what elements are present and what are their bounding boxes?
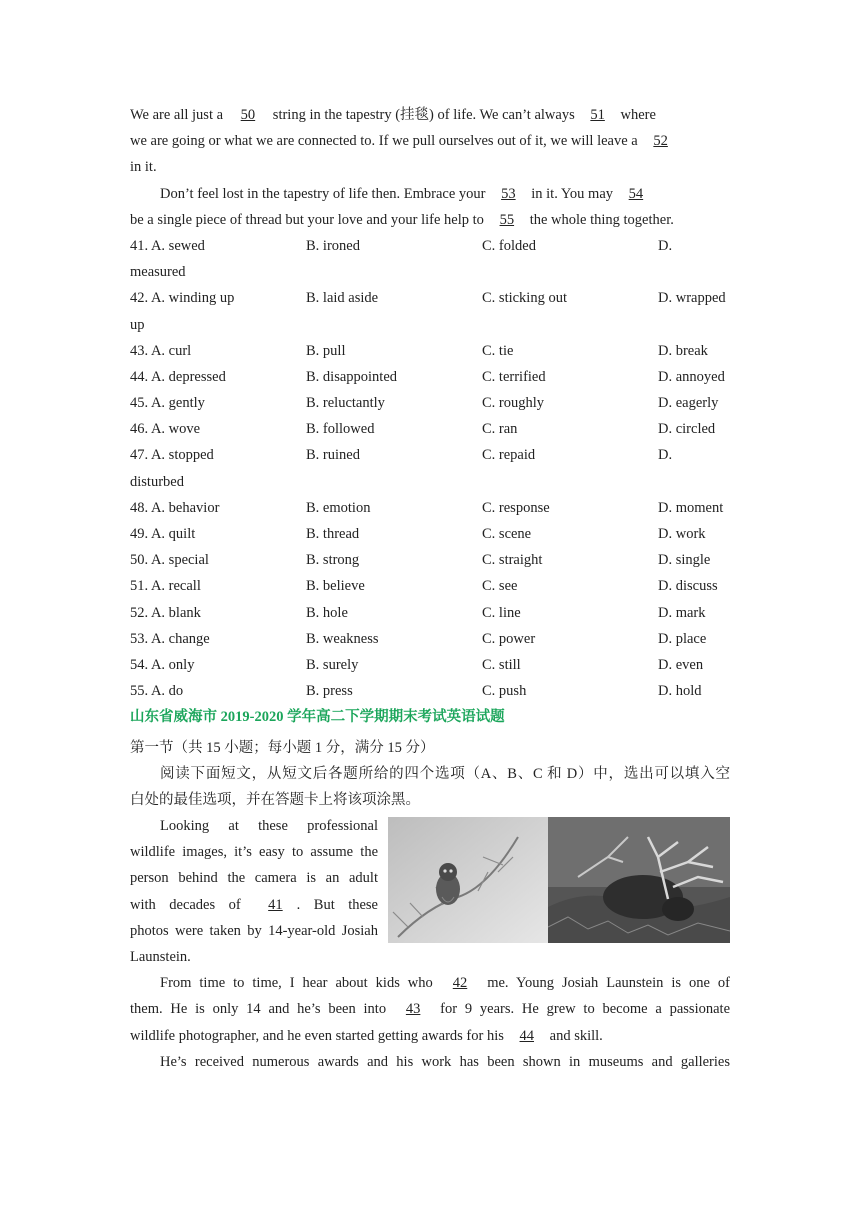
option-b: B. hole: [306, 604, 348, 621]
blank-55: 55: [499, 211, 515, 228]
blank-42: 42: [452, 975, 468, 992]
option-a: 50. A. special: [130, 552, 209, 569]
option-c: C. ran: [482, 421, 518, 438]
option-b: B. strong: [306, 552, 360, 569]
figure-text: [130, 813, 378, 970]
text: for 9 years. He grew to become a passionate: [432, 1001, 731, 1018]
option-c: C. still: [482, 656, 521, 673]
option-b: B. disappointed: [306, 368, 398, 385]
text: we are going or what we are connected to. If we pull ourselves out of it, we will leave a: [130, 133, 642, 150]
option-d: D. even: [658, 656, 704, 673]
instructions-line: 阅读下面短文，从短文后各题所给的四个选项（A、B、C 和 D）中，选出可以填入空: [160, 765, 730, 782]
option-c: C. roughly: [482, 395, 545, 412]
option-d: D.: [658, 447, 673, 464]
passage-line: photos were taken by 14-year-old Josiah: [130, 922, 378, 939]
passage-line: He’s received numerous awards and his work has been shown in museums and galleries: [160, 1053, 730, 1070]
option-d: D. single: [658, 552, 711, 569]
text: . But these: [296, 896, 378, 913]
option-row: [130, 495, 730, 521]
option-a: 55. A. do: [130, 683, 184, 700]
option-a: 51. A. recall: [130, 578, 201, 595]
option-d: D.: [658, 237, 673, 254]
blank-43: 43: [405, 1001, 421, 1018]
passage-line: person behind the camera is an adult: [130, 870, 378, 887]
option-d: D. eagerly: [658, 395, 719, 412]
passage-line: Looking at these professional: [160, 818, 378, 835]
option-b: B. ironed: [306, 237, 360, 254]
option-d: D. break: [658, 342, 708, 359]
option-d: D. wrapped: [658, 290, 726, 307]
option-d: D. place: [658, 630, 707, 647]
text: Don’t feel lost in the tapestry of life then. Embrace your: [160, 185, 490, 202]
option-wrap: measured: [130, 264, 186, 281]
option-a: 46. A. wove: [130, 421, 201, 438]
text: with decades of: [130, 896, 255, 913]
option-c: C. tie: [482, 342, 514, 359]
option-d: D. moment: [658, 499, 724, 516]
option-wrap: disturbed: [130, 473, 184, 490]
option-b: B. reluctantly: [306, 395, 385, 412]
option-c: C. sticking out: [482, 290, 567, 307]
option-row: [130, 442, 730, 468]
option-d: D. work: [658, 526, 706, 542]
option-row: [130, 678, 730, 704]
option-b: B. followed: [306, 421, 375, 438]
option-d: D. discuss: [658, 578, 718, 595]
text: the whole thing together.: [526, 211, 674, 228]
blank-41: 41: [268, 896, 283, 913]
option-row: [130, 626, 730, 652]
option-row: [130, 521, 730, 547]
passage-line: [130, 892, 378, 918]
option-d: D. annoyed: [658, 368, 725, 385]
passage-line: [130, 128, 730, 154]
option-b: B. ruined: [306, 447, 360, 464]
figure-row: [130, 813, 730, 970]
option-b: B. thread: [306, 526, 360, 542]
option-b: B. pull: [306, 342, 346, 359]
option-a: 53. A. change: [130, 630, 210, 647]
text: From time to time, I hear about kids who: [160, 975, 441, 992]
blank-51: 51: [590, 107, 605, 123]
option-a: 44. A. depressed: [130, 368, 226, 385]
text: We are all just a: [130, 107, 227, 123]
option-wrap: up: [130, 316, 145, 333]
option-row: [130, 364, 730, 390]
blank-44: 44: [519, 1027, 535, 1044]
option-b: B. surely: [306, 656, 359, 673]
passage-line: [130, 996, 730, 1022]
option-a: 42. A. winding up: [130, 290, 235, 307]
passage-line: [130, 102, 730, 128]
blank-50: 50: [240, 107, 256, 123]
passage-line: in it.: [130, 159, 157, 176]
instructions-line: 白处的最佳选项，并在答题卡上将该项涂黑。: [130, 791, 420, 808]
option-c: C. see: [482, 578, 518, 595]
option-row: [130, 285, 730, 311]
text: where: [616, 107, 656, 123]
passage-line: [130, 181, 730, 207]
blank-52: 52: [653, 133, 668, 150]
option-d: D. circled: [658, 421, 716, 438]
wildlife-photos: [388, 817, 730, 943]
option-c: C. folded: [482, 237, 536, 254]
option-a: 52. A. blank: [130, 604, 201, 621]
blank-54: 54: [628, 185, 644, 202]
passage-line: Launstein.: [130, 949, 191, 965]
option-row: [130, 547, 730, 573]
option-c: C. repaid: [482, 447, 536, 464]
option-a: 47. A. stopped: [130, 447, 214, 464]
options-list: [130, 233, 730, 704]
option-row: [130, 573, 730, 599]
section-title: 山东省威海市 2019-2020 学年高二下学期期末考试英语试题: [130, 709, 505, 726]
option-b: B. emotion: [306, 499, 371, 516]
option-b: B. laid aside: [306, 290, 379, 307]
option-c: C. straight: [482, 552, 543, 569]
section-header: 第一节（共 15 小题；每小题 1 分，满分 15 分）: [130, 739, 435, 756]
text: string in the tapestry (挂毯) of life. We can’t always: [269, 107, 579, 123]
option-a: 45. A. gently: [130, 395, 205, 412]
option-c: C. response: [482, 499, 550, 516]
option-b: B. believe: [306, 578, 365, 595]
option-a: 48. A. behavior: [130, 499, 220, 516]
document-page: [130, 102, 730, 1075]
option-row: [130, 338, 730, 364]
option-c: C. terrified: [482, 368, 546, 385]
passage-line: [130, 1023, 730, 1049]
option-c: C. push: [482, 683, 527, 700]
text: me. Young Josiah Launstein is one of: [479, 975, 730, 992]
passage-line: wildlife images, it’s easy to assume the: [130, 844, 378, 861]
option-d: D. mark: [658, 604, 706, 621]
elk-photo: [548, 817, 730, 943]
option-b: B. press: [306, 683, 353, 700]
option-row: [130, 600, 730, 626]
text: them. He is only 14 and he’s been into: [130, 1001, 394, 1018]
passage-line: [130, 970, 730, 996]
text: wildlife photographer, and he even started getting awards for his: [130, 1027, 508, 1044]
option-b: B. weakness: [306, 630, 379, 647]
text: be a single piece of thread but your love and your life help to: [130, 211, 488, 228]
option-c: C. power: [482, 630, 536, 647]
option-a: 43. A. curl: [130, 342, 192, 359]
option-a: 54. A. only: [130, 656, 195, 673]
option-row: [130, 652, 730, 678]
option-row: [130, 233, 730, 259]
option-row: [130, 390, 730, 416]
owl-photo: [388, 817, 548, 943]
option-row: [130, 416, 730, 442]
text: and skill.: [546, 1027, 603, 1044]
option-a: 49. A. quilt: [130, 526, 196, 542]
option-c: C. scene: [482, 526, 532, 542]
passage-line: [130, 207, 730, 233]
option-a: 41. A. sewed: [130, 237, 205, 254]
blank-53: 53: [501, 185, 516, 202]
option-d: D. hold: [658, 683, 702, 700]
text: in it. You may: [527, 185, 617, 202]
option-c: C. line: [482, 604, 521, 621]
